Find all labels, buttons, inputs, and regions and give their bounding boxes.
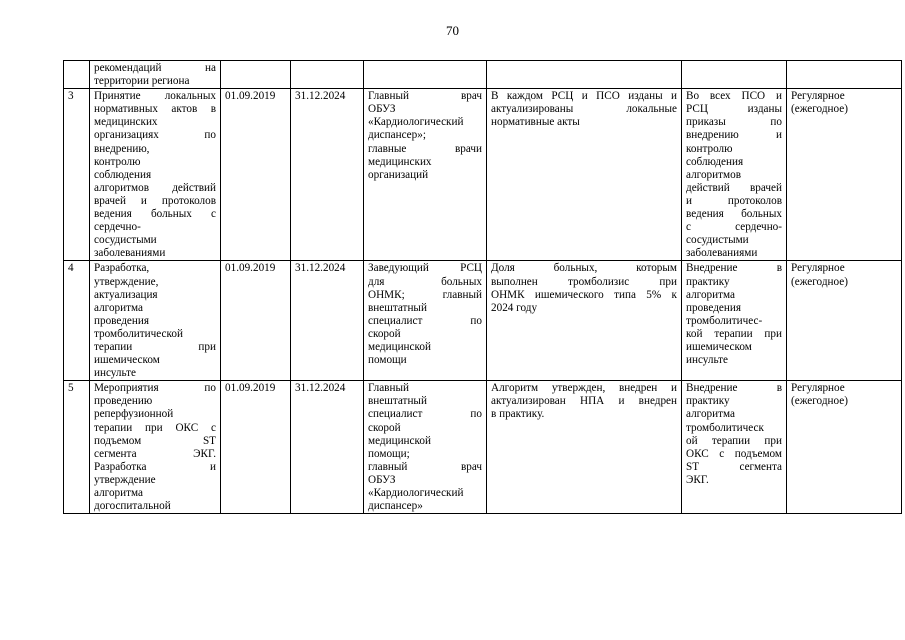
responsible-line: медицинской xyxy=(368,340,431,353)
indicator-cell xyxy=(682,89,787,261)
responsible-cell xyxy=(364,381,487,514)
indicator-line: с сердечно- xyxy=(686,221,782,234)
result-line: В каждом РСЦ и ПСО изданы и xyxy=(491,90,677,103)
result-line: актуализированы локальные xyxy=(491,103,677,116)
measures-table-container xyxy=(63,60,902,514)
task-line: подъемом ST xyxy=(94,434,216,447)
responsible-cell xyxy=(364,61,487,89)
periodicity-cell xyxy=(787,61,902,89)
periodicity-cell xyxy=(787,89,902,261)
responsible-cell xyxy=(364,89,487,261)
table-row xyxy=(64,89,902,261)
task-line: сосудистыми xyxy=(94,234,157,247)
indicator-line: приказы по xyxy=(686,116,782,129)
task-line: догоспитальной xyxy=(94,500,171,513)
indicator-line: сосудистыми xyxy=(686,234,749,247)
indicator-line: практику xyxy=(686,395,730,408)
responsible-line: помощи xyxy=(368,354,407,367)
row-number-cell: 4 xyxy=(64,261,90,381)
indicator-line: алгоритма xyxy=(686,408,735,421)
result-line: нормативные акты xyxy=(491,116,580,129)
row-number-cell xyxy=(64,61,90,89)
responsible-line: скорой xyxy=(368,421,401,434)
periodicity-cell xyxy=(787,261,902,381)
table-row xyxy=(64,61,902,89)
result-line: Доля больных, которым xyxy=(491,262,677,275)
result-cell xyxy=(487,61,682,89)
indicator-line: кой терапии при xyxy=(686,327,782,340)
periodicity-line: Регулярное xyxy=(791,262,845,275)
result-line: в практику. xyxy=(491,408,545,421)
responsible-line: ОБУЗ xyxy=(368,103,396,116)
responsible-cell xyxy=(364,261,487,381)
task-line: сердечно- xyxy=(94,221,141,234)
responsible-line: главные врачи xyxy=(368,142,482,155)
result-cell xyxy=(487,261,682,381)
indicator-line: алгоритмов xyxy=(686,168,741,181)
responsible-line: помощи; xyxy=(368,447,410,460)
indicator-line: проведения xyxy=(686,301,741,314)
responsible-line: главный врач xyxy=(368,460,482,473)
periodicity-line: Регулярное xyxy=(791,90,845,103)
task-line: алгоритмов действий xyxy=(94,181,216,194)
indicator-cell xyxy=(682,381,787,514)
task-line: медицинских xyxy=(94,116,158,129)
task-line: внедрению, xyxy=(94,142,150,155)
task-line: Разработка и xyxy=(94,460,216,473)
task-cell xyxy=(90,61,221,89)
indicator-line: Внедрение в xyxy=(686,382,782,395)
result-cell xyxy=(487,89,682,261)
indicator-cell xyxy=(682,61,787,89)
task-line: ишемическом xyxy=(94,354,160,367)
indicator-line: внедрению и xyxy=(686,129,782,142)
task-line: проведению xyxy=(94,395,153,408)
result-line: ОНМК ишемического типа 5% к xyxy=(491,288,677,301)
end-date-cell xyxy=(291,61,364,89)
start-date-cell: 01.09.2019 xyxy=(221,381,291,514)
indicator-cell xyxy=(682,261,787,381)
task-line: терапии при xyxy=(94,340,216,353)
task-line: утверждение xyxy=(94,473,156,486)
responsible-line: Заведующий РСЦ xyxy=(368,262,482,275)
measures-table xyxy=(63,60,902,514)
task-line: организациях по xyxy=(94,129,216,142)
task-line: врачей и протоколов xyxy=(94,194,216,207)
result-cell xyxy=(487,381,682,514)
responsible-line: ОНМК; главный xyxy=(368,288,482,301)
responsible-line: медицинских xyxy=(368,155,432,168)
result-line: Алгоритм утвержден, внедрен и xyxy=(491,382,677,395)
task-line: проведения xyxy=(94,314,149,327)
indicator-line: инсульте xyxy=(686,354,729,367)
end-date-cell: 31.12.2024 xyxy=(291,89,364,261)
start-date-cell: 01.09.2019 xyxy=(221,89,291,261)
indicator-line: ишемическом xyxy=(686,340,752,353)
responsible-line: скорой xyxy=(368,327,401,340)
responsible-line: Главный врач xyxy=(368,90,482,103)
task-line: территории региона xyxy=(94,75,190,88)
table-row xyxy=(64,381,902,514)
task-line: нормативных актов в xyxy=(94,103,216,116)
task-line: утверждение, xyxy=(94,275,159,288)
indicator-line: Во всех ПСО и xyxy=(686,90,782,103)
task-line: алгоритма xyxy=(94,487,143,499)
responsible-line: внештатный xyxy=(368,395,427,408)
indicator-line: практику xyxy=(686,275,730,288)
indicator-line: тромболитическ xyxy=(686,421,764,434)
row-number-cell: 3 xyxy=(64,89,90,261)
periodicity-line: (ежегодное) xyxy=(791,275,848,288)
periodicity-cell xyxy=(787,381,902,514)
indicator-line: ЭКГ. xyxy=(686,473,709,486)
end-date-cell: 31.12.2024 xyxy=(291,381,364,514)
responsible-line: ОБУЗ xyxy=(368,473,396,486)
task-line: реперфузионной xyxy=(94,408,174,421)
responsible-line: организаций xyxy=(368,168,429,181)
indicator-line: ST сегмента xyxy=(686,460,782,473)
responsible-line: внештатный xyxy=(368,301,427,314)
periodicity-line: Регулярное xyxy=(791,382,845,395)
indicator-line: Внедрение в xyxy=(686,262,782,275)
start-date-cell: 01.09.2019 xyxy=(221,261,291,381)
task-line: инсульте xyxy=(94,367,137,380)
indicator-line: соблюдения xyxy=(686,155,744,168)
result-line: выполнен тромболизис при xyxy=(491,275,677,288)
row-number-cell: 5 xyxy=(64,381,90,514)
indicator-line: тромболитичес- xyxy=(686,314,763,327)
periodicity-line: (ежегодное) xyxy=(791,103,848,116)
task-line: соблюдения xyxy=(94,168,152,181)
indicator-line: алгоритма xyxy=(686,288,735,301)
indicator-line: ведения больных xyxy=(686,208,782,221)
responsible-line: «Кардиологический xyxy=(368,116,464,129)
task-line: Мероприятия по xyxy=(94,382,216,395)
result-line: актуализирован НПА и внедрен xyxy=(491,395,677,408)
start-date-cell xyxy=(221,61,291,89)
indicator-line: РСЦ изданы xyxy=(686,103,782,116)
task-line: алгоритма xyxy=(94,301,143,314)
indicator-line: заболеваниями xyxy=(686,247,758,260)
page-number: 70 xyxy=(446,23,459,38)
task-line: заболеваниями xyxy=(94,247,166,260)
task-line: Разработка, xyxy=(94,262,150,275)
indicator-line: ой терапии при xyxy=(686,434,782,447)
indicator-line: ОКС с подъемом xyxy=(686,447,782,460)
periodicity-line: (ежегодное) xyxy=(791,395,848,408)
end-date-cell: 31.12.2024 xyxy=(291,261,364,381)
result-line: 2024 году xyxy=(491,301,538,314)
task-line: терапии при ОКС с xyxy=(94,421,216,434)
task-line: Принятие локальных xyxy=(94,90,216,103)
responsible-line: Главный xyxy=(368,382,409,395)
responsible-line: специалист по xyxy=(368,408,482,421)
task-line: ведения больных с xyxy=(94,208,216,221)
task-cell xyxy=(90,381,221,514)
responsible-line: специалист по xyxy=(368,314,482,327)
task-cell xyxy=(90,261,221,381)
responsible-line: для больных xyxy=(368,275,482,288)
task-line: актуализация xyxy=(94,288,158,301)
task-line: рекомендаций на xyxy=(94,62,216,74)
responsible-line: медицинской xyxy=(368,434,431,447)
indicator-line: действий врачей xyxy=(686,181,782,194)
task-cell xyxy=(90,89,221,261)
table-row xyxy=(64,261,902,381)
task-line: тромболитической xyxy=(94,327,183,340)
indicator-line: контролю xyxy=(686,142,733,155)
indicator-line: и протоколов xyxy=(686,194,782,207)
task-line: сегмента ЭКГ. xyxy=(94,447,216,460)
responsible-line: диспансер»; xyxy=(368,129,426,142)
table-body xyxy=(64,61,902,514)
responsible-line: диспансер» xyxy=(368,500,423,513)
task-line: контролю xyxy=(94,155,141,168)
responsible-line: «Кардиологический xyxy=(368,487,464,499)
